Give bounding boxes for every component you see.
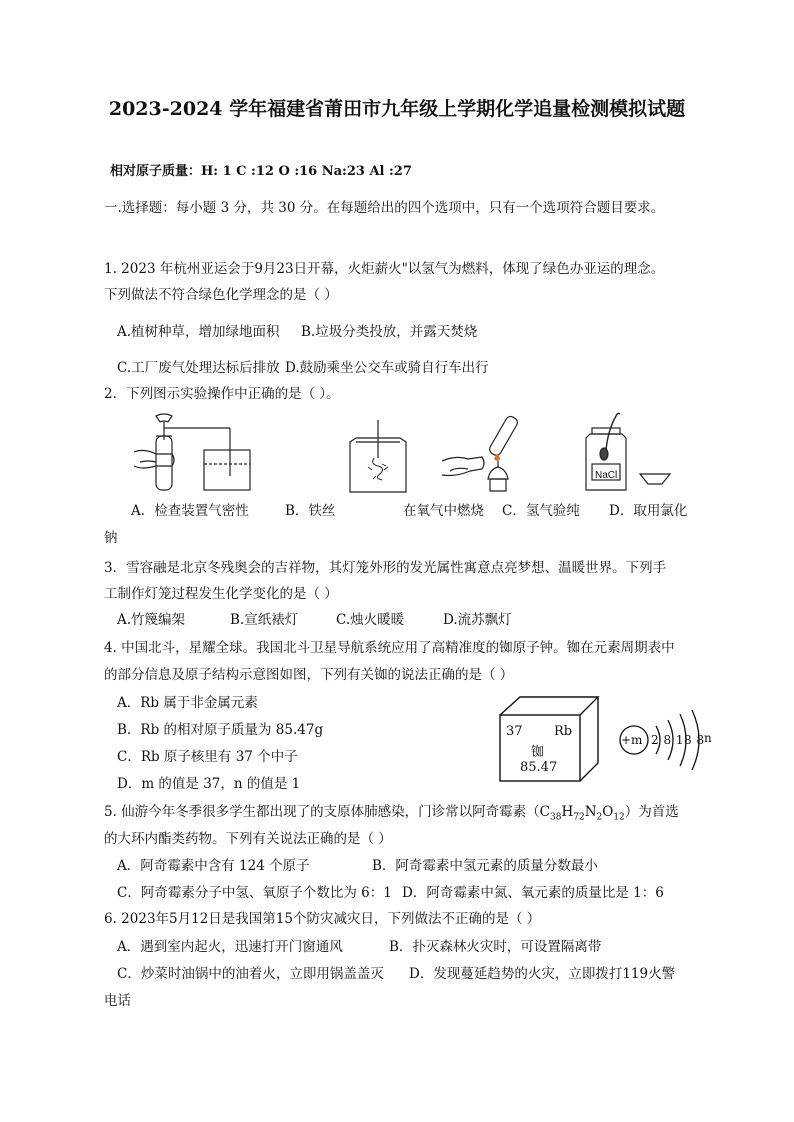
q3-option-c: C.烛火暖暖 <box>336 612 405 628</box>
q1-option-d: D.鼓励乘坐公交车或骑自行车出行 <box>285 360 489 376</box>
q6-option-d: D．发现蔓延趋势的火灾，立即拨打119火警 <box>409 966 676 982</box>
outer-electrons: n <box>704 731 712 745</box>
q6-option-a: A．遇到室内起火，迅速打开门窗通风 <box>117 939 343 955</box>
q6-option-d-cont: 电话 <box>104 993 131 1009</box>
q4-option-b: B．Rb 的相对原子质量为 85.47g <box>117 722 324 738</box>
nacl-label: NaCl <box>595 470 618 481</box>
q2-option-b: B．铁丝 <box>285 503 336 519</box>
q6-stem: 6. 2023年5月12日是我国第15个防灾减灾日，下列做法不正确的是（ ） <box>104 911 541 927</box>
element-symbol: Rb <box>554 724 573 739</box>
nucleus-charge: +m <box>621 733 643 747</box>
q6-option-b: B．扑灭森林火灾时，可设置隔离带 <box>389 939 602 955</box>
q2-option-b-cont: 在氧气中燃烧 <box>403 503 484 519</box>
q1-stem-line1: 1. 2023 年杭州亚运会于9月23日开幕，火炬薪火"以氢气为燃料，体现了绿色办亚运的理念。 <box>104 261 665 277</box>
q5-stem-line2: 的大环内酯类药物。下列有关说法正确的是（ ） <box>104 831 392 847</box>
q1-option-a: A.植树种草，增加绿地面积 <box>117 324 280 340</box>
q1-stem-line2: 下列做法不符合绿色化学理念的是（ ） <box>104 287 338 303</box>
q2-figure-b <box>346 420 410 496</box>
q2-figure-d <box>582 410 672 494</box>
q5-option-d: D．阿奇霉素中氮、氧元素的质量比是 1：6 <box>402 885 664 901</box>
q2-option-c: C．氢气验纯 <box>502 503 580 519</box>
q2-figure-c <box>442 415 522 495</box>
q6-option-c: C．炒菜时油锅中的油着火，立即用锅盖盖灭 <box>117 966 384 982</box>
element-name: 铷 <box>531 745 545 760</box>
section-heading: 一.选择题：每小题 3 分，共 30 分。在每题给出的四个选项中，只有一个选项符合题目要求。 <box>104 200 665 216</box>
q2-option-d-cont: 钠 <box>104 530 118 546</box>
q3-option-b: B.宣纸裱灯 <box>230 612 299 628</box>
q2-figure-a <box>134 410 264 494</box>
q3-stem-line2: 工制作灯笼过程发生化学变化的是（ ） <box>104 586 338 602</box>
q5-option-a: A．阿奇霉素中含有 124 个原子 <box>117 858 310 874</box>
q2-option-a: A．检查装置气密性 <box>131 503 249 519</box>
q4-option-a: A．Rb 属于非金属元素 <box>117 695 258 711</box>
q5-option-c: C．阿奇霉素分子中氢、氧原子个数比为 6：1 <box>117 885 392 901</box>
q2-stem: 2．下列图示实验操作中正确的是（ ）。 <box>104 386 340 402</box>
atomic-mass-line: 相对原子质量：H: 1 C :12 O :16 Na:23 Al :27 <box>110 164 412 179</box>
q3-stem-line1: 3．雪容融是北京冬残奥会的吉祥物，其灯笼外形的发光属性寓意点亮梦想、温暖世界。下列手 <box>104 560 667 576</box>
q5-option-b: B．阿奇霉素中氢元素的质量分数最小 <box>372 858 598 874</box>
q3-option-d: D.流苏飘灯 <box>443 612 512 628</box>
q1-option-c: C.工厂废气处理达标后排放 <box>117 360 280 376</box>
electron-shells: 2 8 18 8 <box>651 733 705 747</box>
q3-option-a: A.竹篾编架 <box>117 612 186 628</box>
page-title: 2023-2024 学年福建省莆田市九年级上学期化学追量检测模拟试题 <box>108 98 686 120</box>
q2-option-d: D．取用氯化 <box>609 503 688 519</box>
element-mass: 85.47 <box>520 760 558 775</box>
q4-option-d: D．m 的值是 37，n 的值是 1 <box>117 776 301 792</box>
q5-stem-line1: 5. 仙游今年冬季很多学生都出现了的支原体肺感染，门诊常以阿奇霉素$(C_{38}H_{72}N_2O_{12})$为首选 <box>104 804 679 823</box>
q4-option-c: C．Rb 原子核里有 37 个中子 <box>117 749 298 765</box>
q1-option-b: B.垃圾分类投放，并露天焚烧 <box>301 324 478 340</box>
q4-stem-line2: 的部分信息及原子结构示意图如图，下列有关铷的说法正确的是（ ） <box>104 667 514 683</box>
element-number: 37 <box>506 724 523 739</box>
q4-stem-line1: 4. 中国北斗，星耀全球。我国北斗卫星导航系统应用了高精准度的铷原子钟。铷在元素周期表中 <box>104 640 675 656</box>
